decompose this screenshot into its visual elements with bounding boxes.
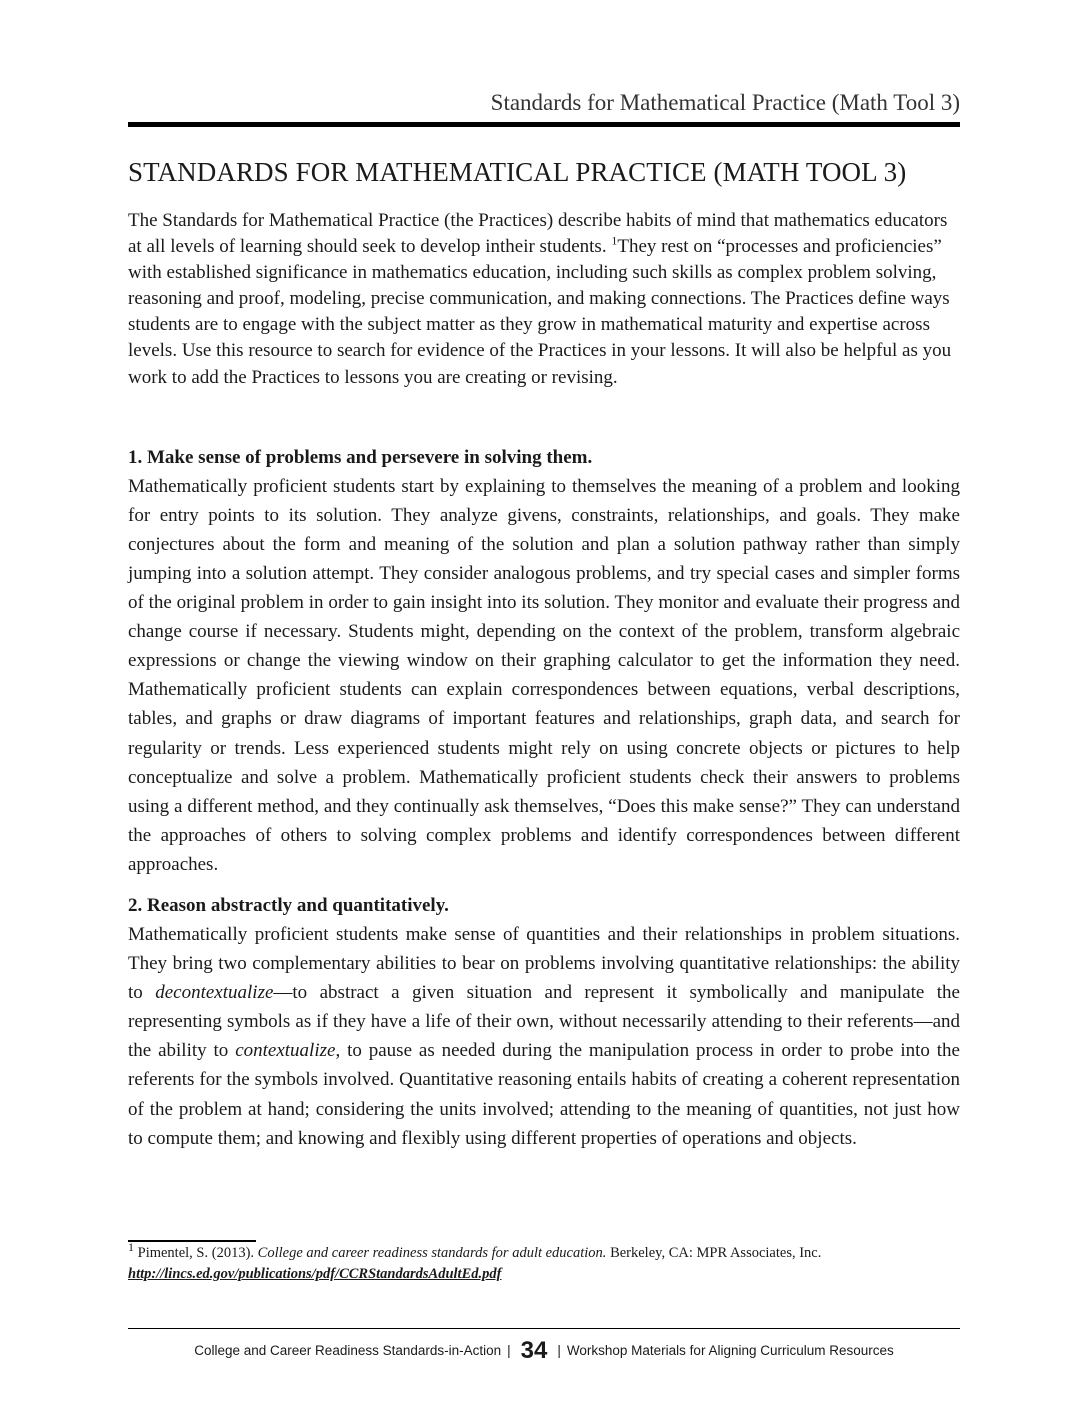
- emphasis-decontextualize: decontextualize: [155, 982, 274, 1004]
- footnote-author: Pimentel, S. (2013).: [134, 1245, 258, 1261]
- header-rule: [128, 122, 960, 127]
- footer-divider-left: |: [507, 1343, 511, 1358]
- footnote-marker: 1: [128, 1240, 134, 1255]
- footer-rule: [128, 1328, 960, 1329]
- page-number: 34: [520, 1337, 548, 1364]
- footer-divider-right: |: [557, 1343, 561, 1358]
- emphasis-contextualize: contextualize: [235, 1040, 336, 1062]
- footnote: [128, 1240, 960, 1285]
- intro-text-start: The Standards for Mathematical Practice (the Practices) describe habits of mind that mathematics educators at all levels of learning should seek to develop intheir students.: [128, 210, 948, 258]
- intro-paragraph: [128, 208, 960, 391]
- footnote-work-title: College and career readiness standards for adult education.: [257, 1245, 607, 1261]
- document-body: [128, 208, 960, 1153]
- section-body-1: Mathematically proficient students start by explaining to themselves the meaning of a problem and looking for entry points to its solution. They analyze givens, constraints, relationships, and goals. They make conjectures about the form and meaning of the solution and plan a solution pathway rather than simply jumping into a solution attempt. They consider analogous problems, and try special cases and simpler forms of the original problem in order to gain insight into its solution. They monitor and evaluate their progress and change course if necessary. Students might, depending on the context of the problem, transform algebraic expressions or change the viewing window on their graphing calculator to get the information they need. Mathematically proficient students can explain correspondences between equations, verbal descriptions, tables, and graphs or draw diagrams of important features and relationships, graph data, and search for regularity or trends. Less experienced students might rely on using concrete objects or pictures to help conceptualize and solve a problem. Mathematically proficient students check their answers to problems using a different method, and they continually ask themselves, “Does this make sense?” They can understand the approaches of others to solving complex problems and identify correspondences between different approaches.: [128, 475, 960, 875]
- running-header: Standards for Mathematical Practice (Math Tool 3): [490, 90, 960, 115]
- intro-text-end: They rest on “processes and proficiencies” with established significance in mathematics education, including such skills as complex problem solving, reasoning and proof, modeling, precise communication, and making connections. The Practices define ways students are to engage with the subject matter as they grow in mathematical maturity and expertise across levels. Use this resource to search for evidence of the Practices in your lessons. It will also be helpful as you work to add the Practices to lessons you are creating or revising.: [128, 236, 952, 388]
- section-heading-2: 2. Reason abstractly and quantitatively.: [128, 894, 449, 916]
- footer-left-text: College and Career Readiness Standards-in-Action: [194, 1343, 502, 1358]
- footnote-reference[interactable]: 1: [611, 233, 618, 248]
- footnote-link[interactable]: http://lincs.ed.gov/publications/pdf/CCRStandardsAdultEd.pdf: [128, 1266, 502, 1282]
- section-body-2: [128, 920, 960, 1153]
- section-2-text-c: , to pause as needed during the manipulation process in order to probe into the referents for the symbols involved. Quantitative reasoning entails habits of creating a coherent representation of the problem at hand; considering the units involved; attending to the meaning of quantities, not just how to compute them; and knowing and flexibly using different properties of operations and objects.: [128, 1040, 960, 1149]
- section-2-text-a: Mathematically proficient students make sense of quantities and their relationships in problem situations. They bring two complementary abilities to bear on problems involving quantitative relationships: the ability to: [128, 923, 960, 1004]
- page-title: STANDARDS FOR MATHEMATICAL PRACTICE (MATH TOOL 3): [128, 157, 907, 187]
- footnote-publisher: Berkeley, CA: MPR Associates, Inc.: [606, 1245, 822, 1261]
- footnote-rule: [128, 1240, 256, 1242]
- page-footer: [128, 1334, 960, 1368]
- section-2-text-b: —to abstract a given situation and represent it symbolically and manipulate the representing symbols as if they have a life of their own, without necessarily attending to their referents—and the ability to: [128, 982, 960, 1062]
- footer-right-text: Workshop Materials for Aligning Curriculum Resources: [566, 1343, 894, 1358]
- section-heading-1: 1. Make sense of problems and persevere in solving them.: [128, 446, 593, 468]
